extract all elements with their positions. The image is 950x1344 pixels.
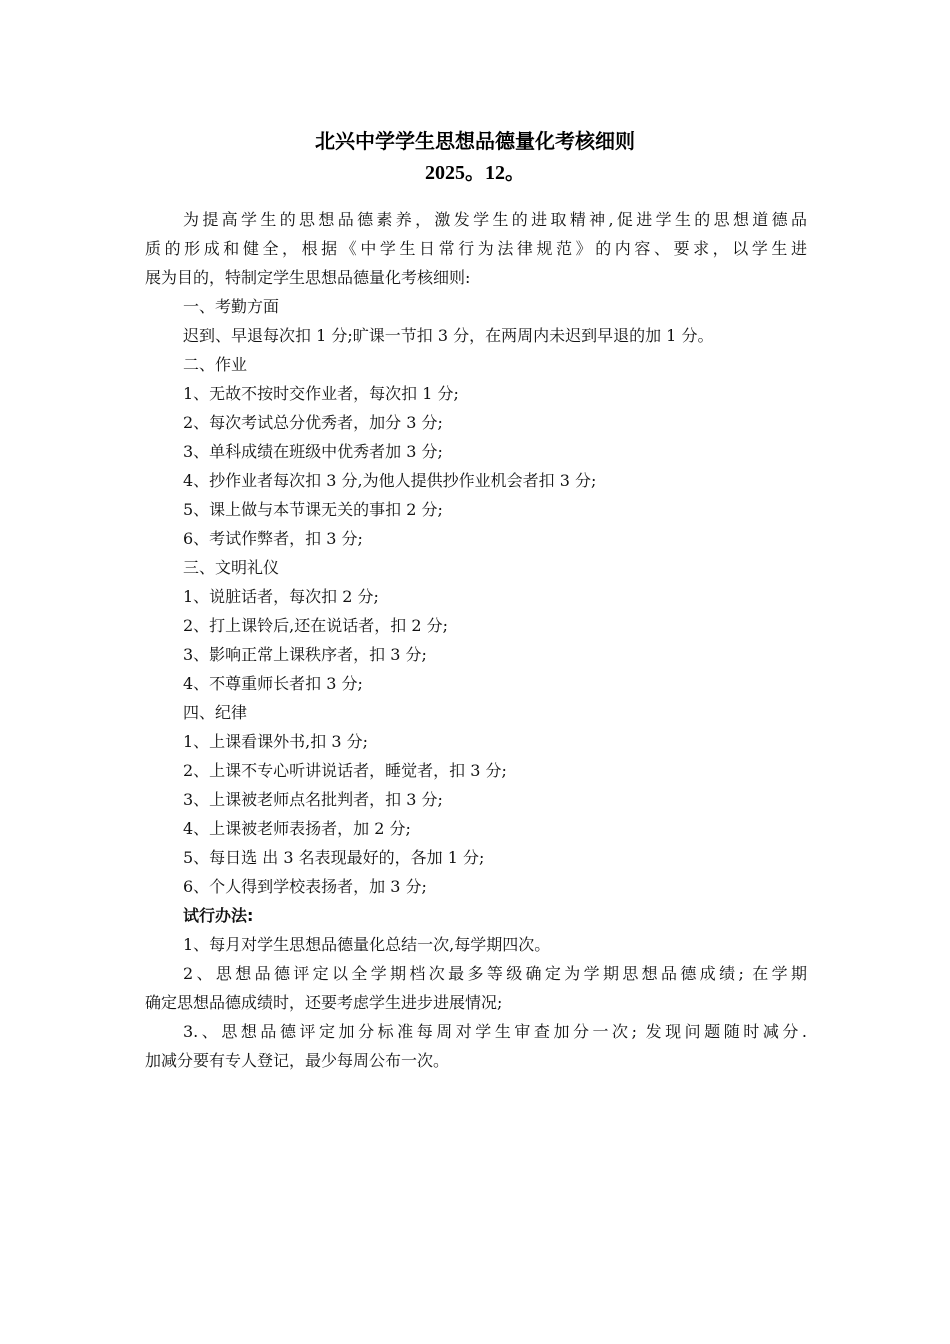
list-item: 4、上课被老师表扬者，加 2 分; xyxy=(183,819,411,838)
list-item: 6、考试作弊者，扣 3 分; xyxy=(183,529,363,548)
section-heading-discipline: 四、纪律 xyxy=(183,703,248,722)
list-item: 1、说脏话者，每次扣 2 分; xyxy=(183,587,379,606)
section-heading-homework: 二、作业 xyxy=(183,355,248,374)
list-item: 1、无故不按时交作业者，每次扣 1 分; xyxy=(183,384,459,403)
document-date: 2025。12。 xyxy=(425,162,525,184)
document-body xyxy=(145,205,807,1075)
list-item: 2、每次考试总分优秀者，加分 3 分; xyxy=(183,413,443,432)
list-item: 2、打上课铃后,还在说话者，扣 2 分; xyxy=(183,616,449,635)
list-item: 3、影响正常上课秩序者，扣 3 分; xyxy=(183,645,427,664)
intro-line: 展为目的，特制定学生思想品德量化考核细则: xyxy=(145,268,471,287)
trial-heading: 试行办法: xyxy=(183,906,254,925)
trial-item: 1、每月对学生思想品德量化总结一次,每学期四次。 xyxy=(183,935,551,954)
trial-item: 2、思想品德评定以全学期档次最多等级确定为学期思想品德成绩; 在学期 xyxy=(183,964,807,983)
trial-item-continuation: 确定思想品德成绩时，还要考虑学生进步进展情况; xyxy=(145,993,503,1012)
list-item: 3、单科成绩在班级中优秀者加 3 分; xyxy=(183,442,443,461)
list-item: 4、不尊重师长者扣 3 分; xyxy=(183,674,363,693)
list-item: 迟到、早退每次扣 1 分;旷课一节扣 3 分，在两周内未迟到早退的加 1 分。 xyxy=(183,326,714,345)
intro-line: 为提高学生的思想品德素养，激发学生的进取精神,促进学生的思想道德品 xyxy=(183,210,807,229)
section-heading-attendance: 一、考勤方面 xyxy=(183,297,280,316)
list-item: 4、抄作业者每次扣 3 分,为他人提供抄作业机会者扣 3 分; xyxy=(183,471,597,490)
document-title: 北兴中学学生思想品德量化考核细则 xyxy=(315,129,635,153)
list-item: 3、上课被老师点名批判者，扣 3 分; xyxy=(183,790,443,809)
list-item: 1、上课看课外书,扣 3 分; xyxy=(183,732,369,751)
list-item: 6、个人得到学校表扬者，加 3 分; xyxy=(183,877,427,896)
list-item: 2、上课不专心听讲说话者，睡觉者，扣 3 分; xyxy=(183,761,507,780)
trial-item: 3.、思想品德评定加分标准每周对学生审查加分一次; 发现问题随时减分. xyxy=(183,1022,807,1041)
section-heading-etiquette: 三、文明礼仪 xyxy=(183,558,280,577)
list-item: 5、课上做与本节课无关的事扣 2 分; xyxy=(183,500,443,519)
trial-item-continuation: 加减分要有专人登记，最少每周公布一次。 xyxy=(145,1051,450,1070)
intro-line: 质的形成和健全，根据《中学生日常行为法律规范》的内容、要求，以学生进 xyxy=(145,239,807,258)
list-item: 5、每日选 出 3 名表现最好的，各加 1 分; xyxy=(183,848,485,867)
